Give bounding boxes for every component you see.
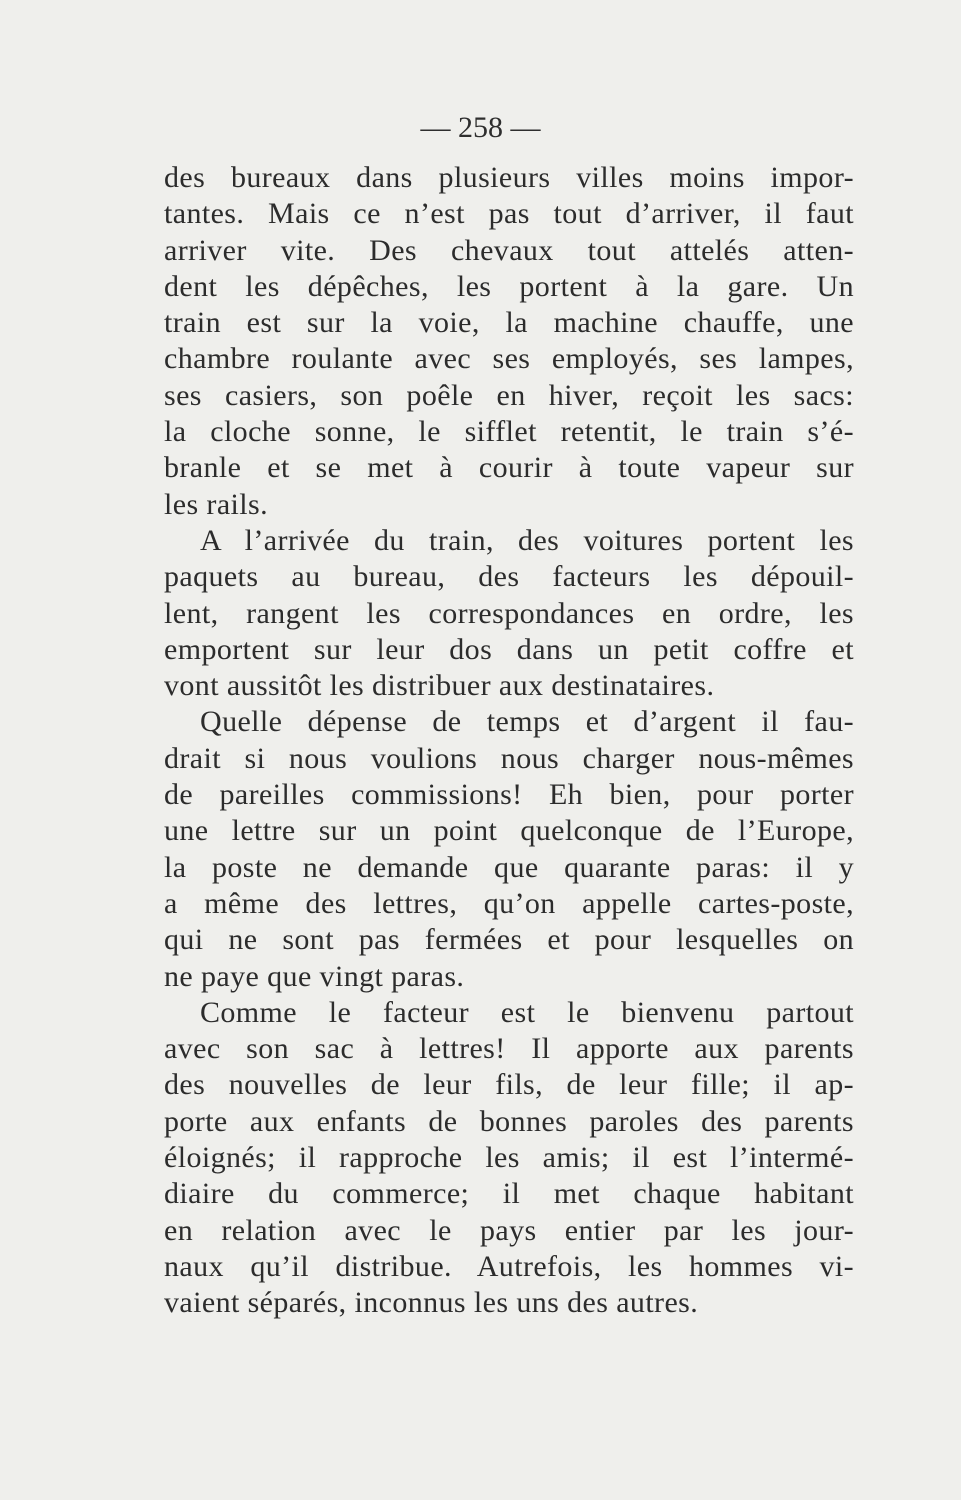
- text-line: de pareilles commissions! Eh bien, pour porter: [164, 778, 854, 812]
- text-line: tantes. Mais ce n’est pas tout d’arriver, il faut: [164, 197, 854, 231]
- text-line: vaient séparés, inconnus les uns des autres.: [164, 1286, 699, 1320]
- text-line: une lettre sur un point quelconque de l’Europe,: [164, 814, 854, 848]
- paragraph-4: [164, 995, 854, 1322]
- body-text: [164, 160, 854, 1322]
- text-line: a même des lettres, qu’on appelle cartes-poste,: [164, 886, 854, 920]
- text-line: emportent sur leur dos dans un petit coffre et: [164, 632, 854, 666]
- text-line: ses casiers, son poêle en hiver, reçoit les sacs:: [164, 378, 854, 412]
- text-line: diaire du commerce; il met chaque habitant: [164, 1177, 854, 1211]
- text-line: paquets au bureau, des facteurs les dépouil-: [164, 560, 854, 594]
- text-line: des bureaux dans plusieurs villes moins impor-: [164, 161, 854, 194]
- text-line: porte aux enfants de bonnes paroles des parents: [164, 1104, 854, 1138]
- text-line: Quelle dépense de temps et d’argent il fau-: [200, 705, 854, 739]
- text-line: branle et se met à courir à toute vapeur sur: [164, 451, 854, 485]
- page-number: — 258 —: [420, 111, 541, 144]
- text-line: qui ne sont pas fermées et pour lesquelles on: [164, 923, 854, 957]
- text-line: naux qu’il distribue. Autrefois, les hommes vi-: [164, 1249, 854, 1283]
- text-line: arriver vite. Des chevaux tout attelés atten-: [164, 233, 854, 267]
- text-line: chambre roulante avec ses employés, ses lampes,: [164, 342, 854, 376]
- text-line: la cloche sonne, le sifflet retentit, le train s’é-: [164, 415, 854, 449]
- text-line: vont aussitôt les distribuer aux destinataires.: [164, 669, 715, 703]
- text-line: des nouvelles de leur fils, de leur fille; il ap-: [164, 1068, 854, 1102]
- text-line: ne paye que vingt paras.: [164, 959, 465, 993]
- text-line: la poste ne demande que quarante paras: il y: [164, 850, 854, 884]
- paragraph-2: [164, 523, 854, 704]
- paragraph-1: [164, 160, 854, 523]
- text-line: lent, rangent les correspondances en ordre, les: [164, 596, 854, 630]
- text-line: éloignés; il rapproche les amis; il est l’intermé-: [164, 1141, 854, 1175]
- text-line: avec son sac à lettres! Il apporte aux parents: [164, 1032, 854, 1066]
- text-line: A l’arrivée du train, des voitures portent les: [200, 523, 854, 557]
- text-line: drait si nous voulions nous charger nous-mêmes: [164, 741, 854, 775]
- text-line: Comme le facteur est le bienvenu partout: [200, 995, 854, 1029]
- text-line: dent les dépêches, les portent à la gare. Un: [164, 269, 854, 303]
- paragraph-3: [164, 704, 854, 994]
- text-line: les rails.: [164, 487, 268, 521]
- text-line: en relation avec le pays entier par les jour-: [164, 1213, 854, 1247]
- text-line: train est sur la voie, la machine chauffe, une: [164, 306, 854, 340]
